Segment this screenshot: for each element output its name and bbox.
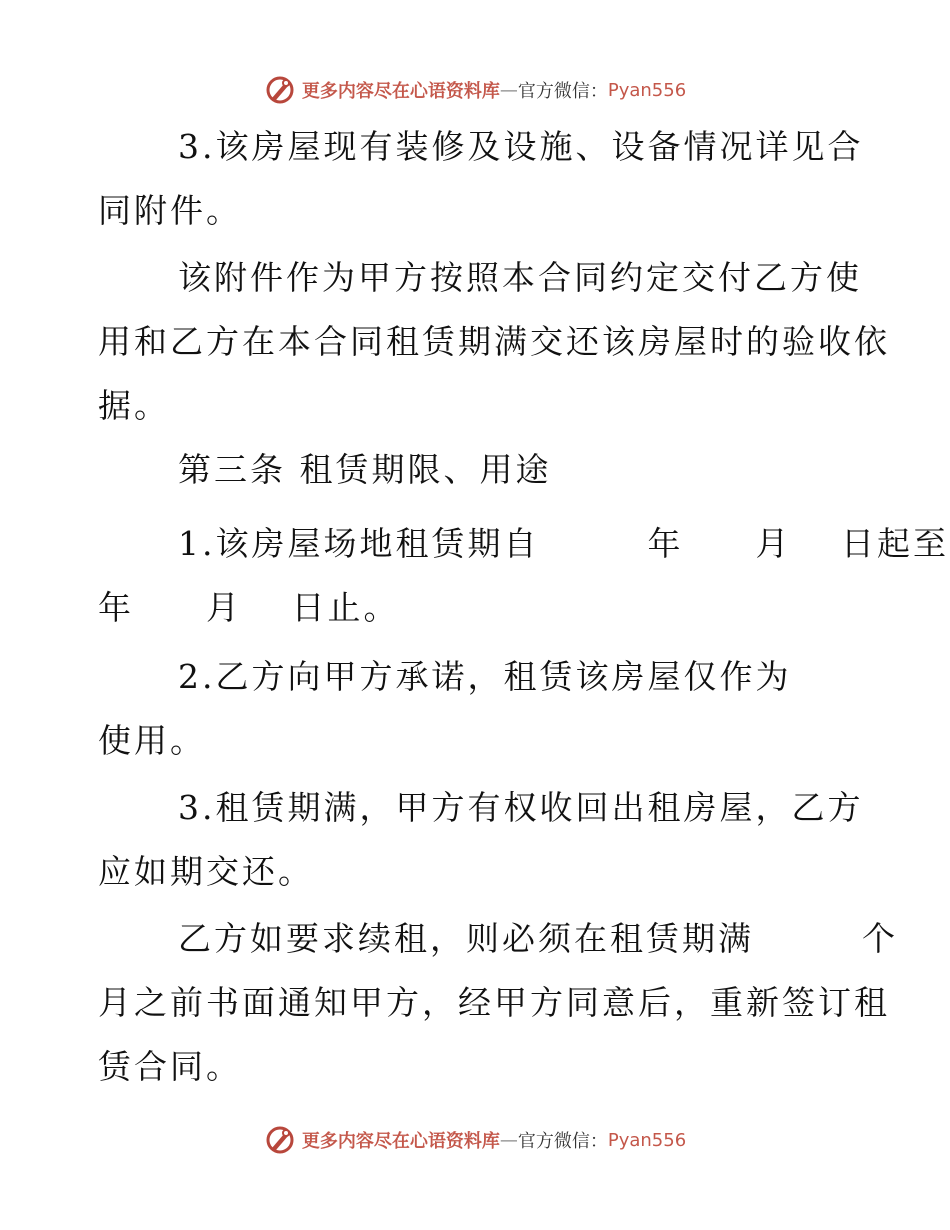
text-line: 3.该房屋现有装修及设施、设备情况详见合: [178, 127, 864, 166]
text-line: 2.乙方向甲方承诺，租赁该房屋仅作为: [178, 657, 792, 696]
text-line: 使用。: [98, 721, 206, 760]
watermark-dash: —: [499, 1129, 518, 1151]
text-line: 同附件。: [98, 191, 242, 230]
watermark-wechat-id: Pyan556: [607, 79, 687, 101]
brush-logo-icon: [264, 1124, 296, 1156]
text-line: 1.该房屋场地租赁期自 年 月 日起至: [178, 524, 949, 563]
paragraph-lease-expiry: [98, 776, 864, 904]
paragraph-attachment-basis: [98, 246, 890, 438]
text-line: 3.租赁期满，甲方有权收回出租房屋，乙方: [178, 788, 864, 827]
text-line: 用和乙方在本合同租赁期满交还该房屋时的验收依: [98, 322, 890, 361]
text-line: 该附件作为甲方按照本合同约定交付乙方使: [178, 258, 862, 297]
watermark-label: 官方微信：: [517, 1131, 608, 1152]
text-line: 乙方如要求续租，则必须在租赁期满 个: [178, 919, 898, 958]
text-line: 据。: [98, 386, 170, 425]
watermark-wechat-id: Pyan556: [607, 1129, 687, 1151]
watermark-main-text: 更多内容尽在心语资料库: [301, 81, 500, 102]
text-line: 年 月 日止。: [98, 588, 400, 627]
text-line: 月之前书面通知甲方，经甲方同意后，重新签订租: [98, 983, 890, 1022]
watermark-dash: —: [499, 79, 518, 101]
watermark-label: 官方微信：: [517, 81, 608, 102]
watermark-footer: [0, 1120, 950, 1160]
text-line: 应如期交还。: [98, 852, 314, 891]
text-line: 第三条 租赁期限、用途: [178, 450, 552, 489]
paragraph-renewal: [98, 907, 898, 1099]
section-heading-article-three: [98, 438, 858, 502]
watermark-main-text: 更多内容尽在心语资料库: [301, 1131, 500, 1152]
paragraph-usage-promise: [98, 645, 858, 773]
paragraph-lease-term: [98, 512, 949, 640]
paragraph-decoration-attachment: [98, 115, 864, 243]
text-line: 赁合同。: [98, 1047, 242, 1086]
